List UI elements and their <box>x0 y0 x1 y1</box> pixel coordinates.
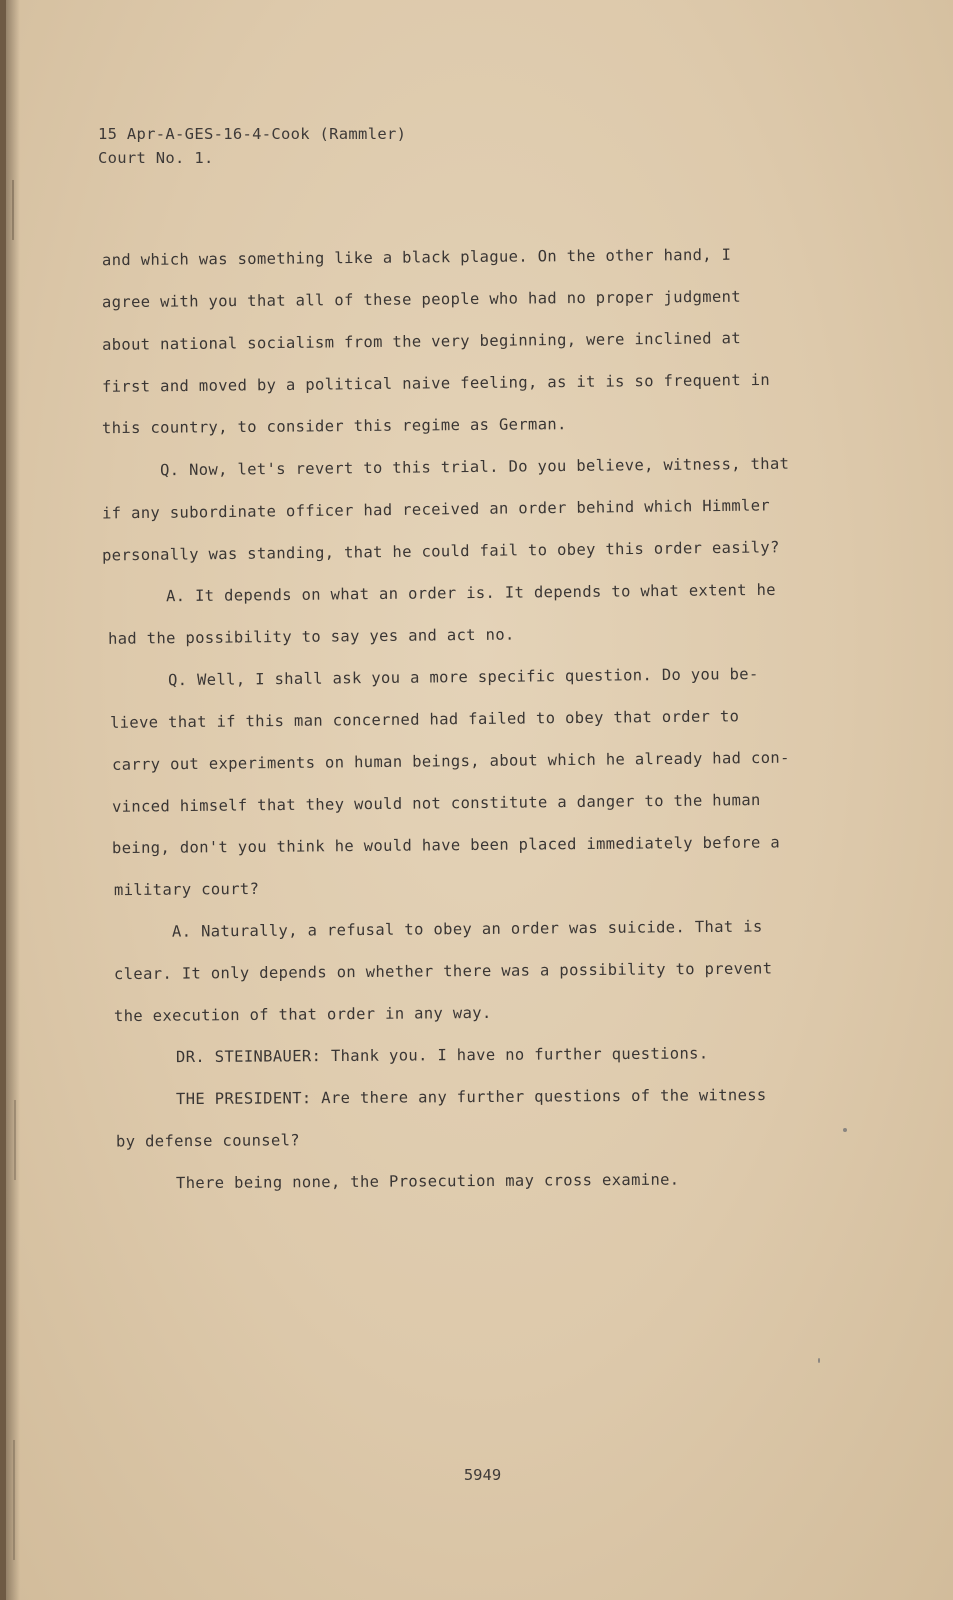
transcript-line: by defense counsel? <box>115 1131 301 1151</box>
transcript-line: being, don't you think he would have been placed immediately before a <box>111 833 781 858</box>
transcript-line: if any subordinate officer had received an order behind which Himmler <box>101 496 771 523</box>
transcript-line: A. Naturally, a refusal to obey an order was suicide. That is <box>171 917 763 941</box>
transcript-line: lieve that if this man concerned had failed to obey that order to <box>109 707 740 732</box>
transcript-body <box>102 236 842 1202</box>
transcript-line: Q. Now, let's revert to this trial. Do you believe, witness, that <box>159 454 790 480</box>
header-session-line: 15 Apr-A-GES-16-4-Cook (Rammler) <box>98 125 407 143</box>
paper-tear-mark <box>14 1100 16 1180</box>
page-number: 5949 <box>463 1466 502 1484</box>
paper-tear-mark <box>13 1440 15 1560</box>
transcript-line: the execution of that order in any way. <box>113 1003 492 1026</box>
header-court-line: Court No. 1. <box>98 149 214 167</box>
speaker-line-steinbauer: DR. STEINBAUER: Thank you. I have no further questions. <box>175 1044 709 1067</box>
paper-tear-mark <box>12 180 14 240</box>
paper-speck <box>843 1128 847 1132</box>
transcript-line: and which was something like a black plague. On the other hand, I <box>101 245 732 270</box>
transcript-line: this country, to consider this regime as German. <box>101 415 567 438</box>
transcript-line: had the possibility to say yes and act no. <box>107 625 515 648</box>
speaker-line-president: THE PRESIDENT: Are there any further questions of the witness <box>175 1085 767 1109</box>
transcript-line: clear. It only depends on whether there was a possibility to prevent <box>113 959 773 984</box>
transcript-line: A. It depends on what an order is. It depends to what extent he <box>165 580 777 606</box>
transcript-line: military court? <box>113 879 260 900</box>
transcript-line: about national socialism from the very beginning, were inclined at <box>101 329 742 354</box>
paper-speck <box>818 1358 820 1363</box>
transcript-line: carry out experiments on human beings, about which he already had con- <box>111 748 790 774</box>
transcript-line: agree with you that all of these people who had no proper judgment <box>101 287 742 312</box>
transcript-line: vinced himself that they would not constitute a danger to the human <box>111 791 761 816</box>
transcript-line: Q. Well, I shall ask you a more specific question. Do you be- <box>167 665 759 690</box>
transcript-line: There being none, the Prosecution may cross examine. <box>175 1170 680 1193</box>
document-header <box>98 122 406 170</box>
page-edge-shadow <box>6 0 20 1600</box>
transcript-line: personally was standing, that he could fail to obey this order easily? <box>101 538 780 565</box>
transcript-line: first and moved by a political naive feeling, as it is so frequent in <box>101 370 771 396</box>
